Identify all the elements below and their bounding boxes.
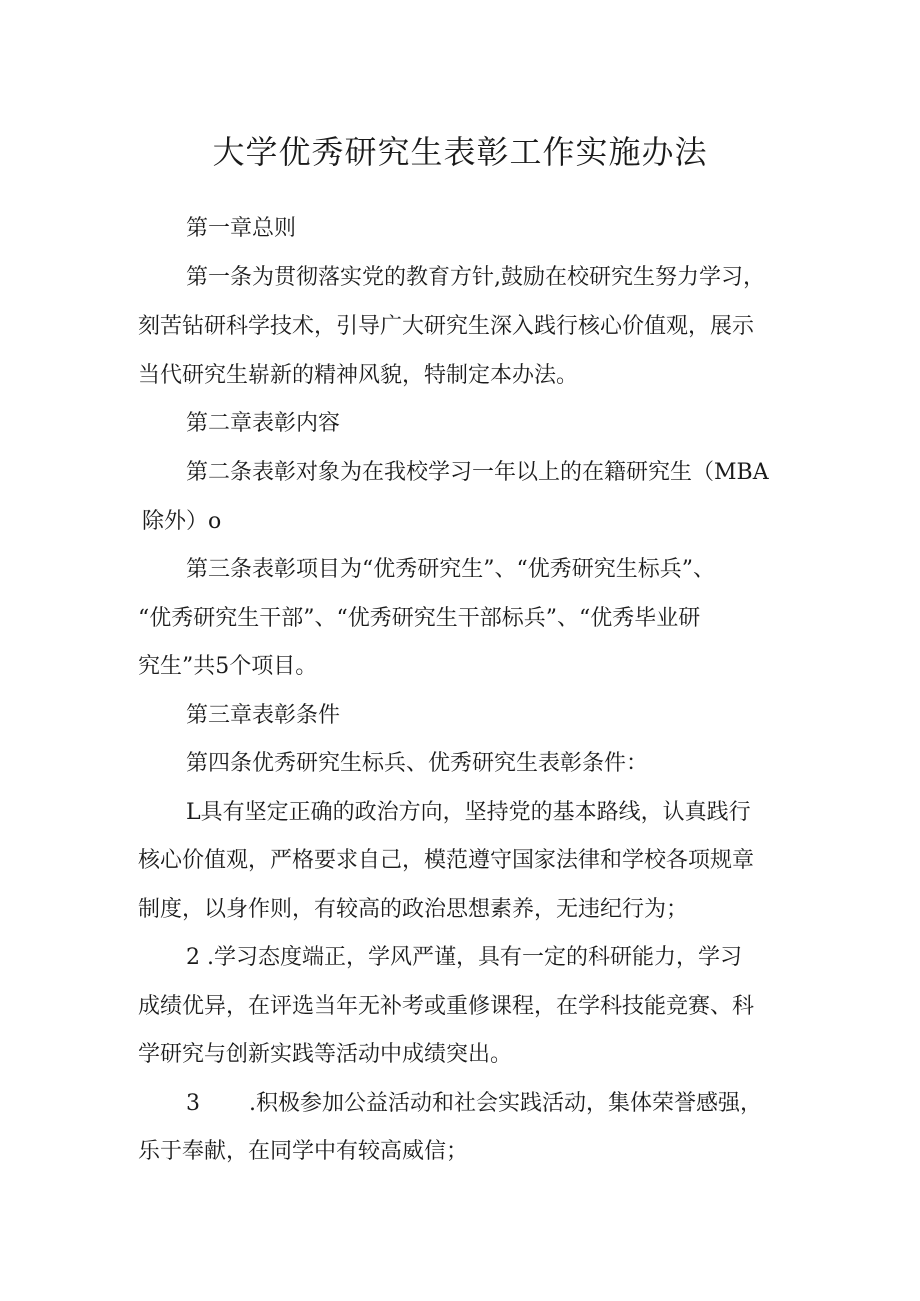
article-1-line-1: 第一条为贯彻落实党的教育方针,鼓励在校研究生努力学习， [186, 265, 765, 290]
item-3-line-2: 乐于奉献，在同学中有较高威信； [138, 1139, 469, 1164]
article-3-line-1: 第三条表彰项目为“优秀研究生”、“优秀研究生标兵”、 [186, 557, 715, 582]
article-1-line-2: 刻苦钻研科学技术，引导广大研究生深入践行核心价值观，展示 [138, 314, 755, 339]
chapter-2-heading: 第二章表彰内容 [186, 411, 341, 436]
item-1-line-2: 核心价值观，严格要求自己，模范遵守国家法律和学校各项规章 [138, 848, 755, 873]
item-3-line-1: 3 .积极参加公益活动和社会实践活动，集体荣誉感强， [186, 1091, 762, 1116]
article-4-heading: 第四条优秀研究生标兵、优秀研究生表彰条件： [186, 751, 649, 776]
chapter-1-heading: 第一章总则 [186, 216, 297, 241]
chapter-3-heading: 第三章表彰条件 [186, 703, 341, 728]
article-3-line-3: 究生”共5个项目。 [138, 654, 318, 679]
article-1-line-3: 当代研究生崭新的精神风貌，特制定本办法。 [138, 363, 579, 388]
item-2-line-1: 2 .学习态度端正，学风严谨，具有一定的科研能力，学习 [186, 945, 742, 970]
item-2-line-3: 学研究与创新实践等活动中成绩突出。 [138, 1042, 513, 1067]
document-title: 大学优秀研究生表彰工作实施办法 [212, 133, 708, 171]
item-1-line-1: L具有坚定正确的政治方向，坚持党的基本路线，认真践行 [186, 800, 751, 825]
article-3-line-2: “优秀研究生干部”、“优秀研究生干部标兵”、“优秀毕业研 [138, 606, 701, 631]
item-1-line-3: 制度，以身作则，有较高的政治思想素养，无违纪行为； [138, 897, 689, 922]
article-2-line-2: 除外）o [142, 509, 222, 534]
item-2-line-2: 成绩优异，在评选当年无补考或重修课程，在学科技能竞赛、科 [138, 994, 755, 1019]
article-2-line-1: 第二条表彰对象为在我校学习一年以上的在籍研究生（MBA [186, 460, 769, 485]
